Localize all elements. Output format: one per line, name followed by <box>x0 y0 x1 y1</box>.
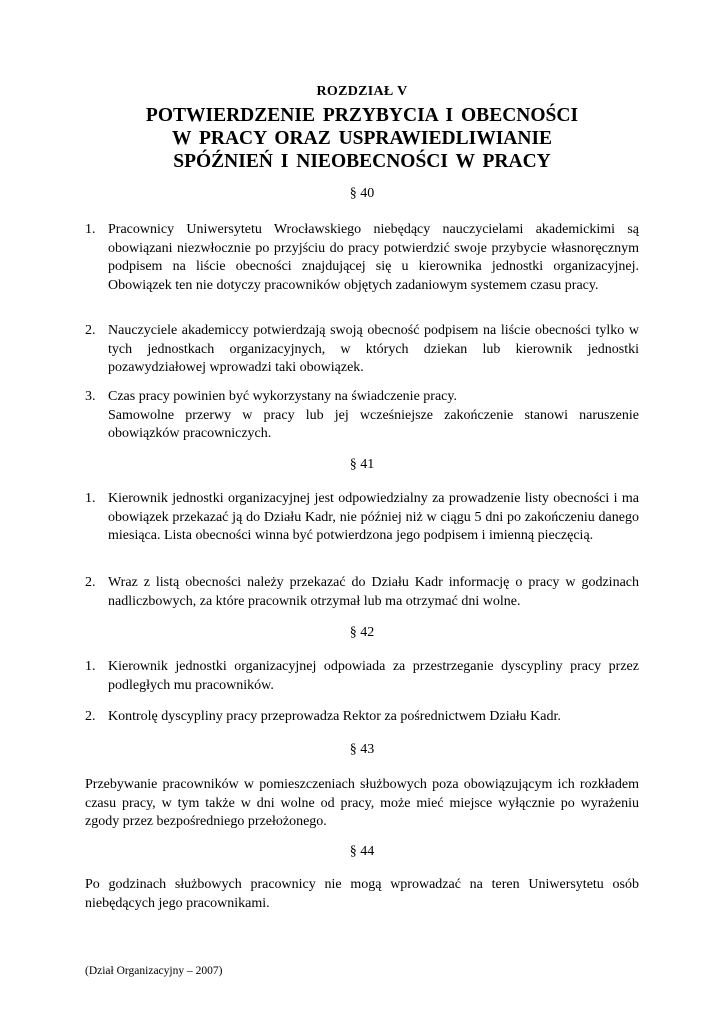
list-item <box>85 658 639 695</box>
item-text-line-1: Czas pracy powinien być wykorzystany na świadczenie pracy. <box>108 389 457 404</box>
list-item <box>85 708 639 727</box>
item-text <box>108 388 639 444</box>
section-text: Przebywanie pracowników w pomieszczeniach służbowych poza obowiązującym ich rozkładem czasu pracy, w tym także w dni wolne od pracy, może mieć miejsce wyłącznie po wyrażeniu zgody przez bezpośredniego przełożonego. <box>85 777 639 829</box>
chapter-label: ROZDZIAŁ V <box>316 84 408 99</box>
title-line-2: W PRACY ORAZ USPRAWIEDLIWIANIE <box>171 128 553 149</box>
list-item <box>85 388 639 444</box>
item-text: Pracownicy Uniwersytetu Wrocławskiego niebędący nauczycielami akademickimi są obowiązani niezwłocznie po przyjściu do pracy potwierdzić swoje przybycie własnoręcznym podpisem na liście obecności znajdującej się u kierownika jednostki organizacyjnej. Obowiązek ten nie dotyczy pracowników objętych zadaniowym systemem czasu pracy. <box>108 222 639 293</box>
list-item <box>85 322 639 378</box>
section-heading-43: § 43 <box>349 742 375 757</box>
item-number: 1. <box>85 659 96 674</box>
list-item <box>85 221 639 295</box>
footer-note: (Dział Organizacyjny – 2007) <box>85 965 223 977</box>
item-number: 2. <box>85 323 96 338</box>
item-text: Nauczyciele akademiccy potwierdzają swoją obecność podpisem na liście obecności tylko w tych jednostkach organizacyjnych, w których dziekan lub kierownik jednostki pozawydziałowej wprowadzi taki obowiązek. <box>108 323 639 375</box>
section-heading-41: § 41 <box>349 457 375 472</box>
section-heading-40: § 40 <box>349 186 375 201</box>
section-heading-44: § 44 <box>349 844 375 859</box>
item-text: Kierownik jednostki organizacyjnej odpowiada za przestrzeganie dyscypliny pracy przez podległych mu pracowników. <box>108 659 639 693</box>
item-number: 2. <box>85 575 96 590</box>
item-number: 1. <box>85 222 96 237</box>
item-number: 2. <box>85 709 96 724</box>
item-text: Wraz z listą obecności należy przekazać do Działu Kadr informację o pracy w godzinach nadliczbowych, za które pracownik otrzymał lub ma otrzymać dni wolne. <box>108 575 639 609</box>
item-text: Kierownik jednostki organizacyjnej jest odpowiedzialny za prowadzenie listy obecności i ma obowiązek przekazać ją do Działu Kadr, nie później niż w ciągu 5 dni po zakończeniu danego miesiąca. Lista obecności winna być potwierdzona jego podpisem i imienną pieczęcią. <box>108 491 639 543</box>
chapter-title <box>0 104 724 173</box>
list-item <box>85 574 639 611</box>
item-text-line-2: Samowolne przerwy w pracy lub jej wcześniejsze zakończenie stanowi naruszenie obowiązków pracowniczych. <box>108 407 639 441</box>
title-line-3: SPÓŹNIEŃ I NIEOBECNOŚCI W PRACY <box>173 151 551 172</box>
item-number: 3. <box>85 389 96 404</box>
section-heading-42: § 42 <box>349 625 375 640</box>
title-line-1: POTWIERDZENIE PRZYBYCIA I OBECNOŚCI <box>145 105 579 126</box>
item-text: Kontrolę dyscypliny pracy przeprowadza Rektor za pośrednictwem Działu Kadr. <box>108 709 561 724</box>
list-item <box>85 490 639 546</box>
section-text: Po godzinach służbowych pracownicy nie mogą wprowadzać na teren Uniwersytetu osób niebędących jego pracownikami. <box>85 877 639 911</box>
item-number: 1. <box>85 491 96 506</box>
